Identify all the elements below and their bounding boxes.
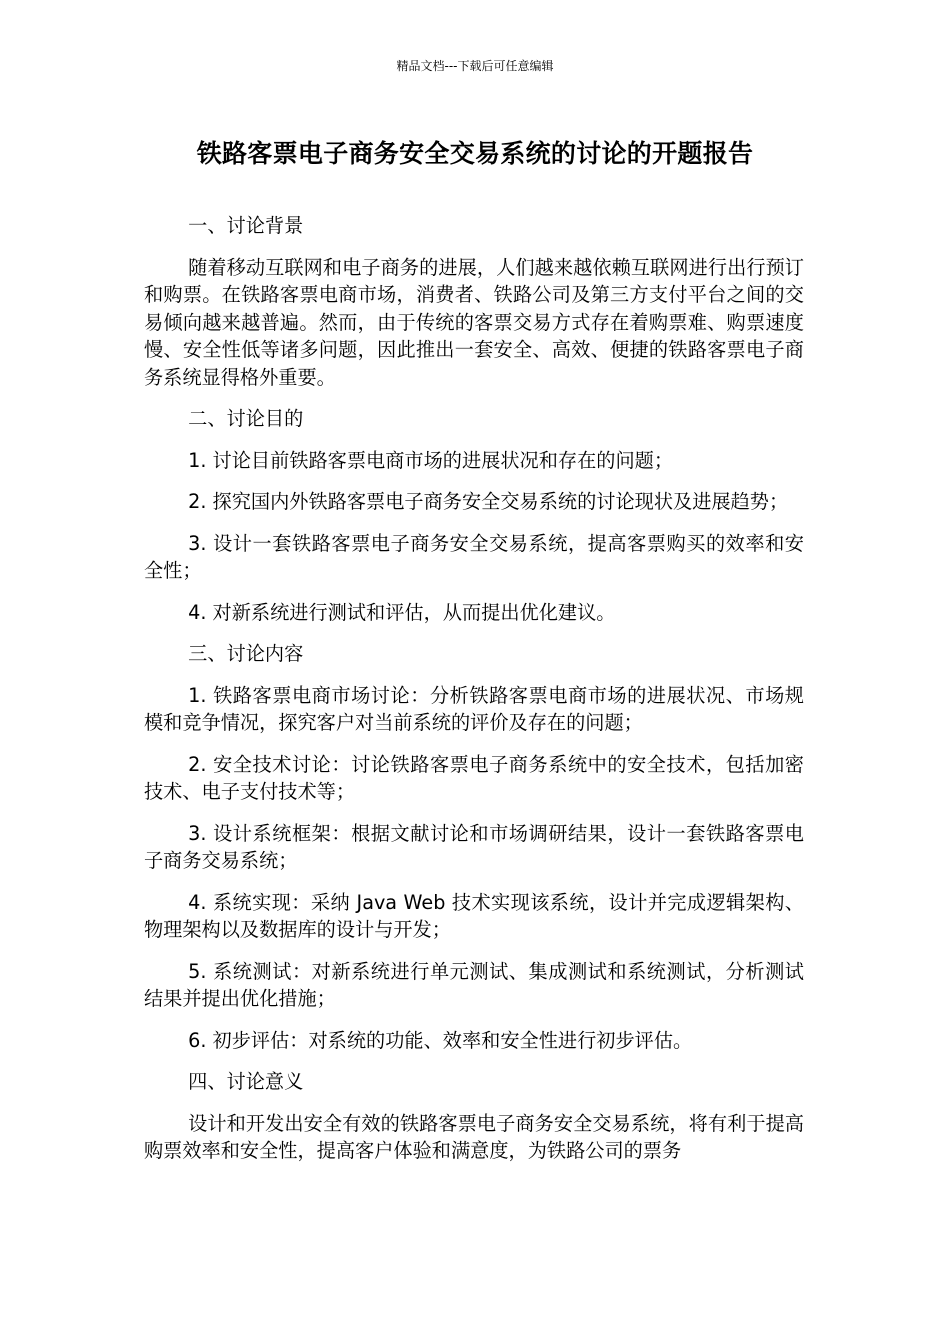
document-body	[144, 212, 804, 1179]
content-item: 5. 系统测试：对新系统进行单元测试、集成测试和系统测试，分析测试结果并提出优化措施；	[144, 959, 804, 1010]
section-heading-purpose: 二、讨论目的	[188, 407, 304, 430]
paragraph-background: 随着移动互联网和电子商务的进展，人们越来越依赖互联网进行出行预订和购票。在铁路客票电商市场，消费者、铁路公司及第三方支付平台之间的交易倾向越来越普遍。然而，由于传统的客票交易方式存在着购票难、购票速度慢、安全性低等诸多问题，因此推出一套安全、高效、便捷的铁路客票电子商务系统显得格外重要。	[144, 255, 804, 389]
purpose-item: 2. 探究国内外铁路客票电子商务安全交易系统的讨论现状及进展趋势；	[188, 490, 789, 513]
section-heading-significance: 四、讨论意义	[188, 1070, 304, 1093]
purpose-item: 4. 对新系统进行测试和评估，从而提出优化建议。	[188, 600, 616, 624]
content-item: 3. 设计系统框架：根据文献讨论和市场调研结果，设计一套铁路客票电子商务交易系统；	[144, 821, 804, 872]
purpose-item: 1. 讨论目前铁路客票电商市场的进展状况和存在的问题；	[188, 448, 674, 472]
purpose-item: 3. 设计一套铁路客票电子商务安全交易系统，提高客票购买的效率和安全性；	[144, 531, 804, 582]
section-heading-background: 一、讨论背景	[188, 214, 304, 237]
content-item: 1. 铁路客票电商市场讨论：分析铁路客票电商市场的进展状况、市场规模和竞争情况，探究客户对当前系统的评价及存在的问题；	[144, 683, 804, 734]
header-note: 精品文档---下载后可任意编辑	[396, 59, 554, 73]
content-item: 4. 系统实现：采纳 Java Web 技术实现该系统，设计并完成逻辑架构、物理架构以及数据库的设计与开发；	[144, 890, 804, 941]
content-item: 2. 安全技术讨论：讨论铁路客票电子商务系统中的安全技术，包括加密技术、电子支付技术等；	[144, 752, 804, 803]
section-heading-content: 三、讨论内容	[188, 642, 304, 665]
content-item: 6. 初步评估：对系统的功能、效率和安全性进行初步评估。	[188, 1028, 693, 1052]
paragraph-significance: 设计和开发出安全有效的铁路客票电子商务安全交易系统，将有利于提高购票效率和安全性，提高客户体验和满意度，为铁路公司的票务	[144, 1111, 804, 1162]
document-title: 铁路客票电子商务安全交易系统的讨论的开题报告	[196, 139, 754, 168]
